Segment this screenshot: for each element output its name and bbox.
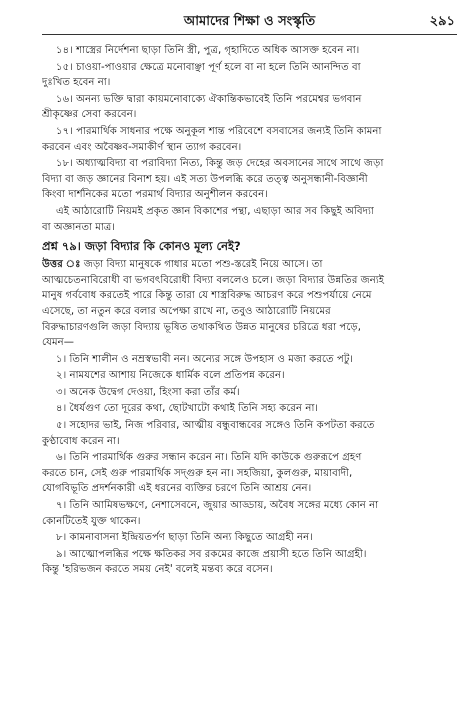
trait-paragraph bbox=[42, 352, 457, 368]
trait-line: ৩। অনেক উদ্বেগ দেওয়া, হিংসা করা তাঁর কর্ম। bbox=[56, 386, 240, 398]
trait-paragraph bbox=[42, 418, 457, 449]
trait-line: কিন্তু 'হরিভজন করতে সময় নেই' বলেই মন্তব্য করে বসেন। bbox=[42, 564, 273, 576]
trait-line: ৮। কামনাবাসনা ইন্দ্রিয়তর্পণ ছাড়া তিনি অন্য কিছুতে আগ্রহী নন। bbox=[56, 532, 313, 544]
rule-line: দুঃখিত হবেন না। bbox=[42, 77, 111, 89]
trait-line: ৯। আত্মোপলব্ধির পক্ষে ক্ষতিকর সব রকমের কাজে প্রয়াসী হতে তিনি আগ্রহী। bbox=[56, 548, 367, 560]
trait-line: ১। তিনি শালীন ও নম্রস্বভাবী নন। অন্যের সঙ্গে উপহাস ও মজা করতে পটু। bbox=[56, 353, 354, 365]
rule-paragraph bbox=[42, 43, 457, 59]
rule-line: বিদ্যা বা জড় জ্ঞানের বিনাশ হয়। এই সত্য উপলব্ধি করে তত্ত্ব অনুসন্ধানী-বিজ্ঞানী bbox=[42, 173, 368, 185]
rule-paragraph bbox=[42, 204, 457, 235]
trait-paragraph bbox=[42, 450, 457, 497]
page-number: ২৯১ bbox=[429, 14, 455, 29]
trait-line: কুণ্ঠাবোধ করেন না। bbox=[42, 435, 120, 447]
rule-paragraph bbox=[42, 92, 457, 123]
rule-paragraph bbox=[42, 60, 457, 91]
trait-paragraph bbox=[42, 385, 457, 401]
answer-line-2: মানুষ গর্ববোধ করতেই পারে কিন্তু তারা যে শাস্ত্রবিরুদ্ধ আচরণ করে পশুপর্যায়ে নেমে bbox=[42, 290, 372, 302]
trait-line: করতে চান, সেই গুরু পারমার্থিক সদ্গুরু হন না। সহজিয়া, কুলগুরু, মায়াবাদী, bbox=[42, 467, 353, 479]
answer-paragraph bbox=[42, 257, 457, 351]
rule-line: ১৭। পারমার্থিক সাধনার পক্ষে অনুকূল শান্ত পরিবেশে বসবাসের জন্যই তিনি কামনা bbox=[56, 125, 382, 137]
trait-paragraph bbox=[42, 401, 457, 417]
trait-line: যোগবিভূতি প্রদর্শনকারী এই ধরনের ব্যক্তির চরণে তিনি আশ্রয় নেন। bbox=[42, 483, 312, 495]
answer-label: উত্তর ঃ bbox=[42, 259, 81, 271]
rule-line: শ্রীকৃষ্ণের সেবা করবেন। bbox=[42, 109, 137, 121]
trait-paragraph bbox=[42, 530, 457, 546]
rule-line: কিংবা দার্শনিকের মতো পরমার্থ বিদ্যার অনুশীলন করবেন। bbox=[42, 189, 268, 201]
rule-paragraph bbox=[42, 156, 457, 203]
page-header bbox=[42, 10, 457, 35]
rule-line: ১৬। অনন্য ভক্তি দ্বারা কায়মনোবাক্যে ঐকান্তিকভাবেই তিনি পরমেশ্বর ভগবান bbox=[56, 93, 362, 105]
rule-line: করবেন এবং অবৈষ্ণব-সমাকীর্ণ স্থান ত্যাগ করবেন। bbox=[42, 141, 242, 153]
answer-first-line bbox=[42, 257, 457, 273]
trait-line: ৭। তিনি আমিষভক্ষণে, নেশাসেবনে, জুয়ার আড্ডায়, অবৈধ সঙ্গের মধ্যে কোন না bbox=[56, 500, 379, 512]
question-heading: প্রশ্ন ৭৯। জড়া বিদ্যার কি কোনও মূল্য নেই? bbox=[42, 239, 241, 254]
trait-line: ৫। সহোদর ভাই, নিজ পরিবার, আত্মীয় বন্ধুবান্ধবের সঙ্গেও তিনি কপটতা করতে bbox=[56, 420, 375, 432]
rule-line: বা অজ্ঞানতা মাত্র। bbox=[42, 221, 116, 233]
traits-list bbox=[42, 352, 457, 578]
rule-line: ১৪। শাস্ত্রের নির্দেশনা ছাড়া তিনি স্ত্রী, পুত্র, গৃহাদিতে অধিক আসক্ত হবেন না। bbox=[56, 45, 360, 56]
trait-line: ৪। ধৈর্যগুণ তো দূরের কথা, ছোটখাটো কথাই তিনি সহ্য করেন না। bbox=[56, 403, 319, 415]
trait-paragraph bbox=[42, 547, 457, 578]
answer-line-5: যেমন— bbox=[42, 337, 74, 349]
rule-line: ১৮। অধ্যাত্মবিদ্যা বা পরাবিদ্যা নিত্য, কিন্তু জড় দেহের অবসানের সাথে সাথে জড়া bbox=[56, 158, 384, 170]
trait-line: ২। নামযশের আশায় নিজেকে ধার্মিক বলে প্রতিপন্ন করেন। bbox=[56, 370, 285, 382]
rule-paragraph bbox=[42, 124, 457, 155]
trait-paragraph bbox=[42, 498, 457, 529]
running-head: আমাদের শিক্ষা ও সংস্কৃতি bbox=[183, 14, 316, 29]
trait-line: কোনটিতেই যুক্ত থাকেন। bbox=[42, 515, 141, 527]
rule-line: ১৫। চাওয়া-পাওয়ার ক্ষেত্রে মনোবাঞ্ছা পূর্ণ হলে বা না হলে তিনি আনন্দিত বা bbox=[56, 61, 361, 73]
trait-line: ৬। তিনি পারমার্থিক গুরুর সন্ধান করেন না। তিনি যদি কাউকে গুরুরূপে গ্রহণ bbox=[56, 452, 362, 464]
rules-list bbox=[42, 43, 457, 235]
answer-line-4: বিরুদ্ধাচারণগুলি জড়া বিদ্যায় ভূষিত তথাকথিত উন্নত মানুষের চরিত্রে ধরা পড়ে, bbox=[42, 321, 361, 333]
rule-line: এই আঠারোটি নিয়মই প্রকৃত জ্ঞান বিকাশের পন্থা, এছাড়া আর সব কিছুই অবিদ্যা bbox=[56, 205, 374, 217]
answer-line-0: জড়া বিদ্যা মানুষকে গাধার মতো পশু-স্তরেই নিয়ে আসে। তা bbox=[83, 259, 323, 271]
trait-paragraph bbox=[42, 368, 457, 384]
answer-line-3: এসেছে, তা নতুন করে বলার অপেক্ষা রাখে না, তবুও আঠারোটি নিয়মের bbox=[42, 305, 331, 317]
answer-line-1: আত্মচেতনাবিরোধী বা ভগবৎবিরোধী বিদ্যা বললেও চলে। জড়া বিদ্যার উন্নতির জন্যই bbox=[42, 274, 385, 286]
